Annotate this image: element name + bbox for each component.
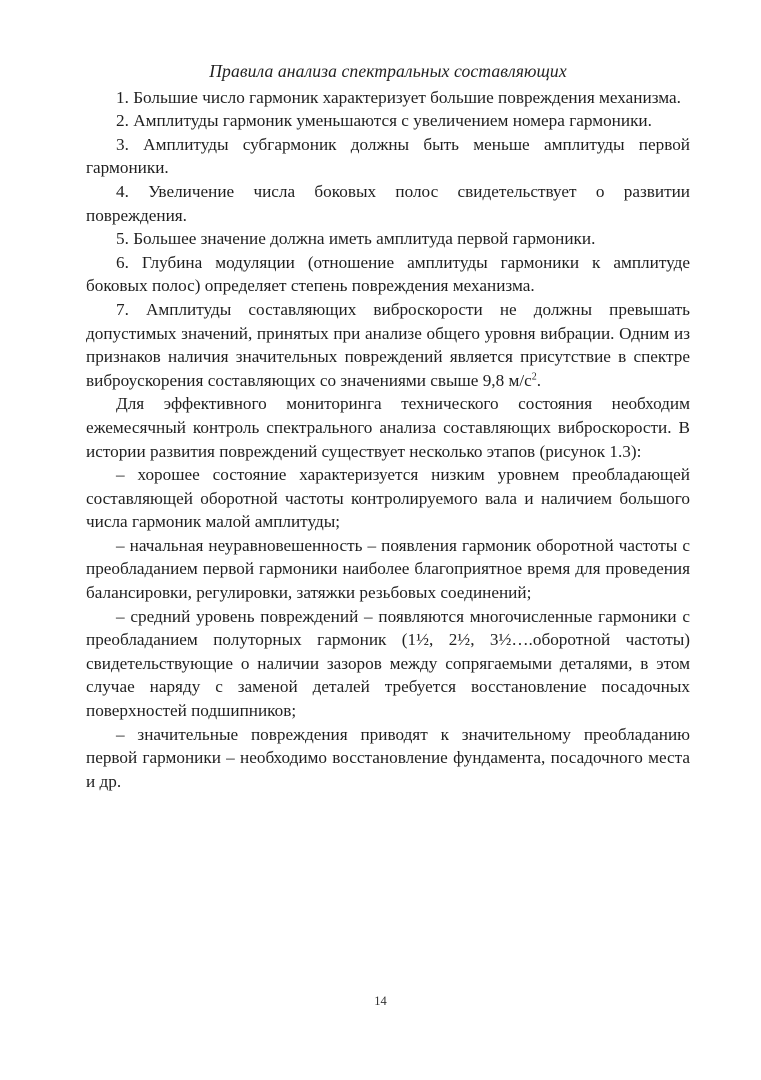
rule-7-end: .	[536, 370, 542, 390]
stage-good-condition: – хорошее состояние характеризуется низким уровнем преобладающей составляющей оборотной частоты контролируемого вала и наличием большого числа гармоник малой амплитуды;	[86, 465, 690, 532]
stage-initial-imbalance: – начальная неуравновешенность – появления гармоник оборотной частоты с преобладанием первой гармоники наиболее благоприятное время для проведения балансировки, регулировки, затяжки резьбовых соединений;	[86, 535, 690, 603]
stage-significant-damage: – значительные повреждения приводят к значительному преобладанию первой гармоники – необходимо восстановление фундамента, посадочного места и др.	[86, 724, 690, 791]
stage-medium-damage: – средний уровень повреждений – появляются многочисленные гармоники с преобладанием полуторных гармоник (1½, 2½, 3½….оборотной частоты) свидетельствующие о наличии зазоров между сопрягаемыми деталями, в этом случае наряду с заменой деталей требуется восстановление посадочных поверхностей подшипников;	[86, 606, 690, 721]
monitoring-paragraph: Для эффективного мониторинга технического состояния необходим ежемесячный контроль спектрального анализа составляющих виброскорости. В истории развития повреждений существует несколько этапов (рисунок 1.3):	[86, 394, 690, 461]
rule-5: 5. Большее значение должна иметь амплитуда первой гармоники.	[116, 229, 596, 249]
rule-4: 4. Увеличение числа боковых полос свидетельствует о развитии повреждения.	[86, 181, 690, 225]
rule-7-superscript: 2	[531, 370, 537, 382]
rule-2: 2. Амплитуды гармоник уменьшаются с увеличением номера гармоники.	[116, 111, 652, 131]
section-heading: Правила анализа спектральных составляющих	[209, 61, 567, 81]
rule-7-text: 7. Амплитуды составляющих виброскорости не должны превышать допустимых значений, принятых при анализе общего уровня вибрации. Одним из признаков наличия значительных повреждений является присутствие в спектре виброускорения составляющих со значениями свыше 9,8 м/с	[86, 299, 690, 390]
page-content	[86, 60, 690, 793]
page-number: 14	[374, 994, 387, 1008]
rule-7	[86, 298, 690, 392]
rule-6: 6. Глубина модуляции (отношение амплитуды гармоники к амплитуде боковых полос) определяет степень повреждения механизма.	[86, 252, 690, 296]
rule-3: 3. Амплитуды субгармоник должны быть меньше амплитуды первой гармоники.	[86, 134, 690, 178]
rule-1: 1. Большие число гармоник характеризует большие повреждения механизма.	[116, 87, 681, 107]
